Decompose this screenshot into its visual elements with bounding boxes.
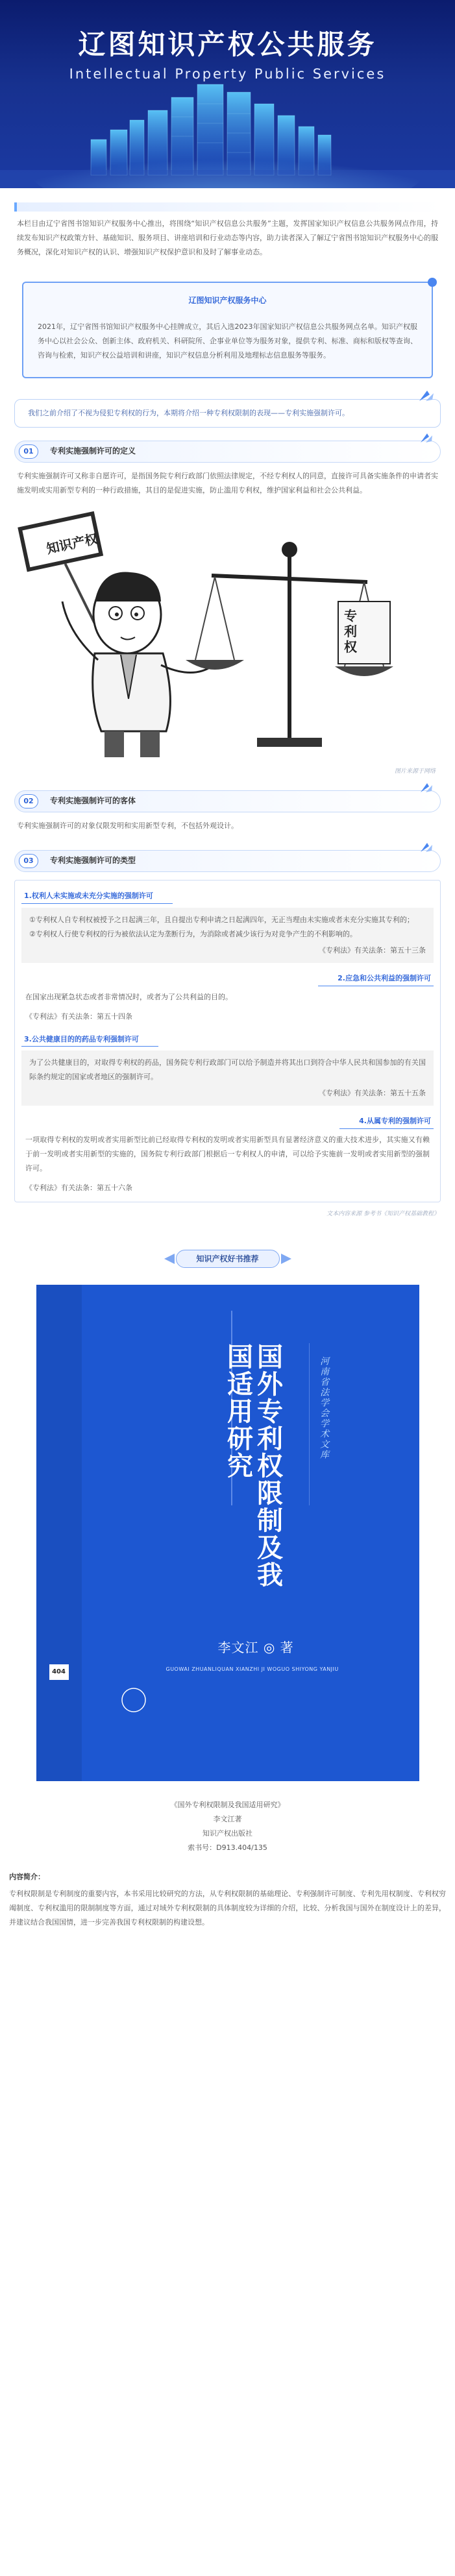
type-1-content	[21, 908, 434, 963]
type-2-ref: 《专利法》有关法条：第五十四条	[25, 1012, 132, 1021]
section-number: 01	[19, 444, 38, 459]
type-3-ref: 《专利法》有关法条：第五十五条	[319, 1089, 426, 1098]
image-caption: 图片来源于网络	[394, 768, 436, 775]
book-summary: 专利权限制是专利制度的重要内容，本书采用比较研究的方法，从专利权限制的基础理论、专利强制许可制度、专利先用权制度、专利权穷竭制度、专利权滥用的限制制度等方面，通过对域外专利权限制的具体制度较为详细的介绍，比较、分析我国与国外在制度设计上的差异，并建议结合我国国情，进一步完善我国专利权限制的构建设想。	[9, 1889, 446, 1927]
column-intro: 本栏目由辽宁省图书馆知识产权服务中心推出，将围绕“知识产权信息公共服务”主题，发挥国家知识产权信息公共服务网点作用，持续发布知识产权政策方针、基础知识、服务项目、讲座培训和行业动态等内容，助力读者深入了解辽宁省图书馆知识产权服务中心的服务概况，深化对知识产权的认识、增强知识产权保护意识和及时了解事业动态。	[17, 219, 438, 256]
section-03-header	[14, 850, 441, 872]
summary-label: 内容简介：	[9, 1873, 45, 1882]
book-cover	[36, 1285, 419, 1781]
section-title: 专利实施强制许可的类型	[50, 856, 136, 866]
section-01-body: 专利实施强制许可又称非自愿许可，是指国务院专利行政部门依照法律规定，不经专利权人的同意，直接许可具备实施条件的申请者实施发明或实用新型专利的一种行政措施，其目的是促进实施，防止滥用专利权，维护国家利益和社会公共利益。	[17, 471, 438, 494]
sign-text: 知识产权	[45, 530, 99, 557]
type-1-title: 1.权利人未实施或未充分实施的强制许可	[21, 890, 173, 904]
section-02-header	[14, 790, 441, 812]
section-02-body: 专利实施强制许可的对象仅限发明和实用新型专利，不包括外观设计。	[17, 821, 238, 830]
book-cover-author: 李文江 ◎ 著	[217, 1640, 294, 1656]
book-cover-pinyin: GUOWAI ZHUANLIQUAN XIANZHI JI WOGUO SHIYONG YANJIU	[166, 1666, 339, 1673]
corner-dot-icon	[428, 278, 437, 287]
corner-arrow-icon	[419, 842, 434, 853]
book-call-number: 索书号：D913.404/135	[188, 1843, 267, 1853]
corner-arrow-icon	[419, 782, 434, 794]
type-1-para-1: ①专利权人自专利权被授予之日起满三年，且自提出专利申请之日起满四年，无正当理由未实施或者未充分实施其专利的；	[29, 915, 414, 924]
corner-arrow-icon	[418, 389, 435, 402]
hero-title: 辽图知识产权公共服务	[78, 29, 377, 60]
type-4-content	[25, 1133, 430, 1195]
type-3-title: 3.公共健康目的的药品专利强制许可	[21, 1033, 158, 1047]
lead-box	[14, 399, 441, 428]
type-2-para-1: 在国家出现紧急状态或者非常情况时，或者为了公共利益的目的。	[25, 992, 232, 1001]
type-3-para-1: 为了公共健康目的，对取得专利权的药品，国务院专利行政部门可以给予制造并将其出口到符合中华人民共和国参加的有关国际条约规定的国家或者地区的强制许可。	[29, 1058, 426, 1082]
section-number: 02	[19, 794, 38, 808]
book-info	[0, 1798, 455, 1855]
type-3-content	[21, 1051, 434, 1106]
book-recommend-header	[163, 1246, 293, 1272]
service-center-body: 2021年，辽宁省图书馆知识产权服务中心挂牌成立，其后入选2023年国家知识产权信息公共服务网点名单。知识产权服务中心以社会公众、创新主体、政府机关、科研院所、企事业单位等为服务对象，提供专利、标准、商标和版权等查询、咨询与检索，知识产权公益培训和讲座，知识产权信息分析利用及地理标志信息服务等服务。	[38, 322, 417, 359]
lead-text: 我们之前介绍了不视为侵犯专利权的行为，本期将介绍一种专利权限制的表现——专利实施强制许可。	[28, 408, 349, 417]
type-2-title-row	[15, 972, 434, 986]
book-author: 李文江著	[213, 1815, 242, 1824]
section-title: 专利实施强制许可的客体	[50, 796, 136, 806]
service-center-title: 辽图知识产权服务中心	[188, 296, 267, 305]
type-2-title: 2.应急和公共利益的强制许可	[318, 972, 434, 986]
type-4-ref: 《专利法》有关法条：第五十六条	[25, 1184, 132, 1193]
hero-subtitle: Intellectual Property Public Services	[69, 66, 386, 82]
section-title: 专利实施强制许可的定义	[50, 446, 136, 456]
type-4-title-row	[15, 1115, 434, 1129]
type-1-ref: 《专利法》有关法条：第五十三条	[319, 945, 426, 954]
hero-banner	[0, 0, 455, 188]
book-spine-label: 404	[52, 1668, 66, 1676]
service-center-box	[22, 282, 433, 378]
type-1-para-2: ②专利权人行使专利权的行为被依法认定为垄断行为，为消除或者减少该行为对竞争产生的不利影响的。	[29, 929, 357, 938]
cartoon-illustration	[17, 504, 438, 764]
book-series: 河南省法学会学术文库	[319, 1356, 330, 1461]
intro-accent-bar	[14, 202, 441, 212]
type-2-content	[25, 990, 430, 1024]
book-title: 《国外专利权限制及我国适用研究》	[170, 1801, 285, 1810]
right-wing-icon	[281, 1252, 293, 1265]
left-wing-icon	[163, 1252, 175, 1265]
type-4-title: 4.从属专利的强制许可	[339, 1115, 434, 1129]
book-publisher: 知识产权出版社	[203, 1829, 252, 1838]
section-01-header	[14, 441, 441, 463]
corner-arrow-icon	[419, 432, 434, 444]
book-cover-title: 国外专利权限制及我国适用研究	[223, 1343, 283, 1589]
recommend-title: 知识产权好书推荐	[176, 1250, 280, 1268]
scale-label: 专利权	[344, 607, 357, 655]
type-4-para-1: 一项取得专利权的发明或者实用新型比前已经取得专利权的发明或者实用新型具有显著经济意义的重大技术进步，其实施又有赖于前一发明或者实用新型的实施的，国务院专利行政部门根据后一专利权人的申请，可以给予实施前一发明或者实用新型的强制许可。	[25, 1136, 430, 1173]
section-number: 03	[19, 854, 38, 868]
license-types-frame	[14, 880, 441, 1202]
source-note: 文本内容来源 参考书《知识产权基础教程》	[326, 1211, 439, 1218]
